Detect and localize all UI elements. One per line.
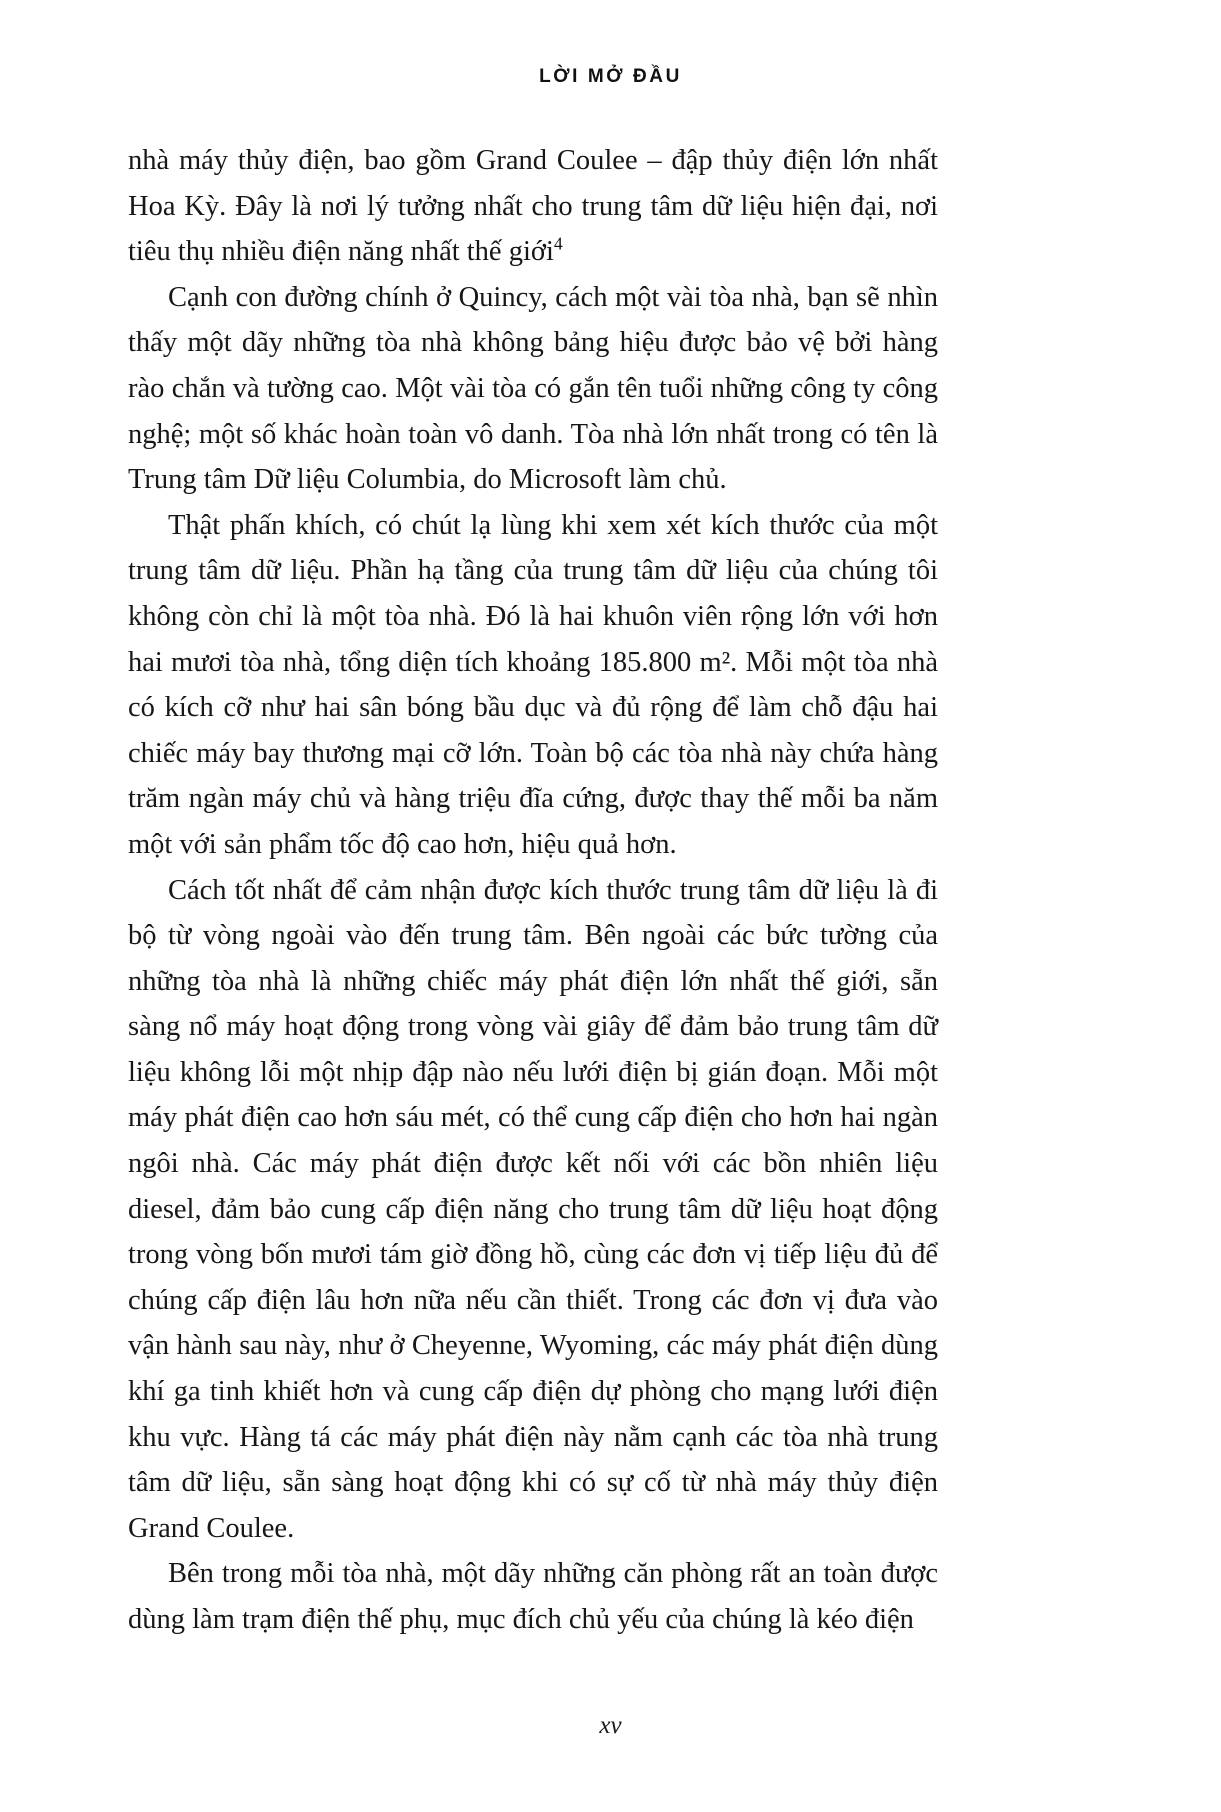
paragraph: [128, 868, 938, 1552]
paragraph-text: Bên trong mỗi tòa nhà, một dãy những căn phòng rất an toàn được dùng làm trạm điện thế phụ, mục đích chủ yếu của chúng là kéo điện: [128, 1558, 938, 1635]
footnote-reference: 4: [553, 233, 563, 254]
paragraph-text: Thật phấn khích, có chút lạ lùng khi xem xét kích thước của một trung tâm dữ liệu. Phần hạ tầng của trung tâm dữ liệu của chúng tôi không còn chỉ là một tòa nhà. Đó là hai khuôn viên rộng lớn với hơn hai mươi tòa nhà, tổng diện tích khoảng 185.800 m². Mỗi một tòa nhà có kích cỡ như hai sân bóng bầu dục và đủ rộng để làm chỗ đậu hai chiếc máy bay thương mại cỡ lớn. Toàn bộ các tòa nhà này chứa hàng trăm ngàn máy chủ và hàng triệu đĩa cứng, được thay thế mỗi ba năm một với sản phẩm tốc độ cao hơn, hiệu quả hơn.: [128, 509, 938, 860]
paragraph: [128, 138, 938, 275]
paragraph-text: Cạnh con đường chính ở Quincy, cách một vài tòa nhà, bạn sẽ nhìn thấy một dãy những tòa nhà không bảng hiệu được bảo vệ bởi hàng rào chắn và tường cao. Một vài tòa có gắn tên tuổi những công ty công nghệ; một số khác hoàn toàn vô danh. Tòa nhà lớn nhất trong có tên là Trung tâm Dữ liệu Columbia, do Microsoft làm chủ.: [128, 281, 938, 496]
body-text: [128, 138, 938, 1643]
paragraph: [128, 275, 938, 503]
paragraph: [128, 1551, 938, 1642]
paragraph-text: nhà máy thủy điện, bao gồm Grand Coulee – đập thủy điện lớn nhất Hoa Kỳ. Đây là nơi lý tưởng nhất cho trung tâm dữ liệu hiện đại, nơi tiêu thụ nhiều điện năng nhất thế giới: [128, 145, 938, 268]
page-number: xv: [599, 1712, 622, 1739]
paragraph-text: Cách tốt nhất để cảm nhận được kích thước trung tâm dữ liệu là đi bộ từ vòng ngoài vào đến trung tâm. Bên ngoài các bức tường của những tòa nhà là những chiếc máy phát điện lớn nhất thế giới, sẵn sàng nổ máy hoạt động trong vòng vài giây để đảm bảo trung tâm dữ liệu không lỗi một nhịp đập nào nếu lưới điện bị gián đoạn. Mỗi một máy phát điện cao hơn sáu mét, có thể cung cấp điện cho hơn hai ngàn ngôi nhà. Các máy phát điện được kết nối với các bồn nhiên liệu diesel, đảm bảo cung cấp điện năng cho trung tâm dữ liệu hoạt động trong vòng bốn mươi tám giờ đồng hồ, cùng các đơn vị tiếp liệu đủ để chúng cấp điện lâu hơn nữa nếu cần thiết. Trong các đơn vị đưa vào vận hành sau này, như ở Cheyenne, Wyoming, các máy phát điện dùng khí ga tinh khiết hơn và cung cấp điện dự phòng cho mạng lưới điện khu vực. Hàng tá các máy phát điện này nằm cạnh các tòa nhà trung tâm dữ liệu, sẵn sàng hoạt động khi có sự cố từ nhà máy thủy điện Grand Coulee.: [128, 874, 938, 1544]
running-head: LỜI MỞ ĐẦU: [539, 66, 682, 87]
paragraph: [128, 503, 938, 868]
